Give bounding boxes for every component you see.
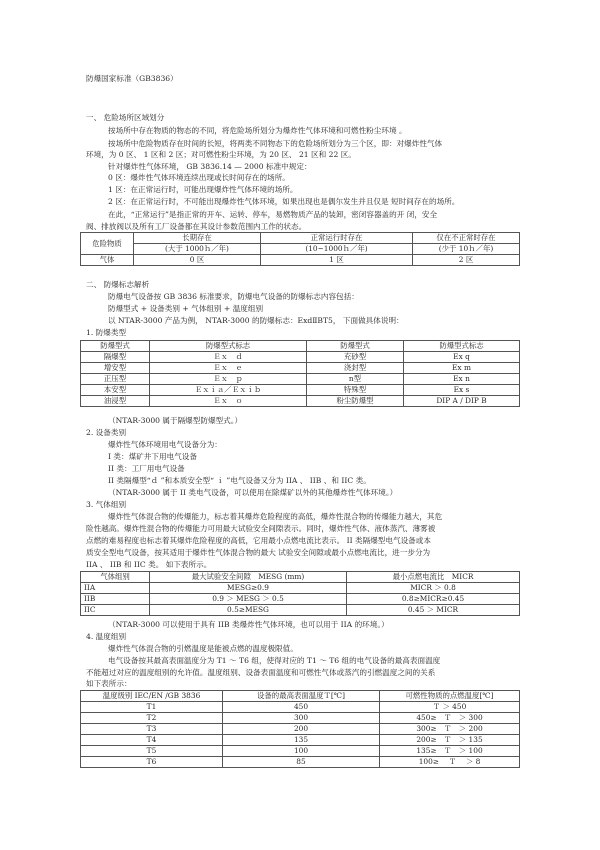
table-cell: 0.8≥MICR≥0.45 — [347, 594, 520, 605]
table-header: 气体组别 — [81, 572, 150, 583]
table-cell: Ex q — [404, 352, 520, 363]
table-cell: IIB — [81, 594, 150, 605]
table-cell: Ｅｘ ｐ — [150, 374, 307, 385]
table-cell: MESG≥0.9 — [150, 583, 347, 594]
table-cell: Ｅｘｉａ／Ｅｘｉｂ — [150, 385, 307, 396]
table-cell: 油浸型 — [81, 396, 150, 407]
table-row — [81, 255, 520, 266]
table-cell: 浇封型 — [307, 363, 404, 374]
temperature-group-table — [80, 690, 520, 768]
table-header: 长期存在 — [134, 233, 261, 244]
note: （NTAR-3000 属于 II 类电气设备，可以使用在除煤矿以外的其他爆炸性气体环境。） — [108, 488, 398, 497]
table-cell: T4 — [81, 735, 223, 746]
subsection-heading: 3. 气体组别 — [86, 500, 127, 509]
table-cell: 增安型 — [81, 363, 150, 374]
paragraph: 针对爆炸性气体环境， GB 3836.14 — 2000 标准中规定： — [108, 162, 312, 171]
table-cell: 0.9 ＞ MESG ＞ 0.5 — [150, 594, 347, 605]
table-header: 正常运行时存在 — [261, 233, 413, 244]
section-2-heading: 二、 防爆标志解析 — [86, 280, 150, 289]
table-cell: 200≥ Ｔ ＞ 135 — [380, 735, 520, 746]
table-row — [81, 385, 520, 396]
zone-definition: 0 区：爆炸性气体环境连续出现或长时间存在的场所。 — [108, 173, 290, 182]
paragraph: 不能超过对应的温度组别的允许值。温度组别、设备表面温度和可燃性气体或蒸汽的引燃温度之间的关系 — [86, 668, 436, 677]
paragraph: 爆炸性气体混合物的传爆能力，标志着其爆炸危险程度的高低，爆炸性混合物的传爆能力越大，其危 — [108, 512, 443, 521]
table-cell: 特殊型 — [307, 385, 404, 396]
table-header-row — [81, 572, 520, 583]
paragraph: 电气设备按其最高表面温度分为 T1 ～ T6 组，使得对应的 T1 ～ T6 组的电气设备的最高表面温度 — [108, 656, 441, 665]
gas-group-table — [80, 571, 520, 616]
table-header: 仅在不正常时存在 — [413, 233, 520, 244]
table-row — [81, 605, 520, 616]
document-title: 防爆国家标准（GB3836） — [86, 74, 178, 83]
table-header: (大于 1000ｈ／年) — [134, 244, 261, 255]
table-cell: Ｅｘ ｏ — [150, 396, 307, 407]
table-cell: T3 — [81, 724, 223, 735]
table-header: 可燃性物质的点燃温度[℃] — [380, 691, 520, 702]
table-row — [81, 374, 520, 385]
paragraph: 如下表所示： — [86, 679, 132, 688]
table-row — [81, 724, 520, 735]
paragraph: 质安全型电气设备，按其适用于爆炸性气体混合物的最大 试验安全间隙或最小点燃电流比，进一步分为 — [86, 548, 431, 557]
table-row — [81, 352, 520, 363]
table-row — [81, 702, 520, 713]
subsection-heading: 2. 设备类别 — [86, 428, 127, 437]
paragraph: 阀、排放阀以及所有工厂设备都在其设计参数范围内工作的状态。 — [86, 222, 307, 231]
table-cell: 粉尘防爆型 — [307, 396, 404, 407]
table-cell: 0.45 ＞ MICR — [347, 605, 520, 616]
list-item: I 类：煤矿井下用电气设备 — [108, 452, 197, 461]
table-header: 防爆型式 — [307, 341, 404, 352]
table-row — [81, 594, 520, 605]
table-cell: Ｔ ＞ 450 — [380, 702, 520, 713]
table-cell: T2 — [81, 713, 223, 724]
table-header: (10~1000ｈ／年) — [261, 244, 413, 255]
table-cell: n型 — [307, 374, 404, 385]
table-header: 防爆型式 — [81, 341, 150, 352]
table-cell: 135≥ Ｔ ＞ 100 — [380, 746, 520, 757]
table-header-row — [81, 691, 520, 702]
zone-table — [80, 232, 520, 266]
table-header: 防爆型式标志 — [404, 341, 520, 352]
table-cell: Ex n — [404, 374, 520, 385]
table-header: 温度级别 IEC/EN /GB 3836 — [81, 691, 223, 702]
table-row — [81, 735, 520, 746]
list-item: II 类：工厂用电气设备 — [108, 464, 185, 473]
table-cell: Ｅｘ ｅ — [150, 363, 307, 374]
table-cell: DIP A / DIP B — [404, 396, 520, 407]
zone-definition: 1 区：在正常运行时，可能出现爆炸性气体环境的场所。 — [108, 185, 298, 194]
table-cell: 2 区 — [413, 255, 520, 266]
table-header: 最小点燃电流比 MICR — [347, 572, 520, 583]
note: （NTAR-3000 属于隔爆型防爆型式。） — [108, 416, 243, 425]
table-cell: 0 区 — [134, 255, 261, 266]
table-cell: 100 — [223, 746, 380, 757]
table-cell: 100≥ Ｔ ＞ 8 — [380, 757, 520, 768]
table-header: 设备的最高表面温度Ｔ[℃] — [223, 691, 380, 702]
table-cell: 200 — [223, 724, 380, 735]
table-cell: 本安型 — [81, 385, 150, 396]
table-cell: IIA — [81, 583, 150, 594]
paragraph: 防爆电气设备按 GB 3836 标准要求，防爆电气设备的防爆标志内容包括： — [108, 292, 359, 301]
table-cell: 1 区 — [261, 255, 413, 266]
section-1-heading: 一、 危险场所区域划分 — [86, 113, 165, 122]
table-cell: 正压型 — [81, 374, 150, 385]
table-cell: 85 — [223, 757, 380, 768]
paragraph: 环境，为 0 区、 1 区和 2 区；对可燃性粉尘环境，为 20 区、 21 区和 22 区。 — [86, 150, 356, 159]
note: （NTAR-3000 可以使用于具有 IIB 类爆炸性气体环境，也可以用于 IIA 的环境。） — [108, 620, 389, 629]
subsection-heading: 4. 温度组别 — [86, 632, 127, 641]
table-row — [81, 746, 520, 757]
table-cell: 300 — [223, 713, 380, 724]
table-cell: Ex s — [404, 385, 520, 396]
table-cell: 135 — [223, 735, 380, 746]
subsection-heading: 1. 防爆类型 — [86, 328, 127, 337]
table-cell: 充砂型 — [307, 352, 404, 363]
table-header: 危险物质 — [81, 233, 134, 255]
table-cell: 300≥ Ｔ ＞ 200 — [380, 724, 520, 735]
table-row — [81, 396, 520, 407]
table-row — [81, 583, 520, 594]
paragraph: 爆炸性气体环境用电气设备分为： — [108, 440, 222, 449]
table-row — [81, 757, 520, 768]
paragraph: 按场所中危险物质存在时间的长短，将两类不同物态下的危险场所划分为三个区，即：对爆炸性气体 — [108, 139, 443, 148]
table-cell: Ｅｘ ｄ — [150, 352, 307, 363]
table-cell: Ex m — [404, 363, 520, 374]
paragraph: 点燃的难易程度也标志着其爆炸危险程度的高低，它用最小点燃电流比表示。 II 类隔爆型电气设备或本 — [86, 536, 431, 545]
table-row — [81, 713, 520, 724]
table-header-row — [81, 341, 520, 352]
explosion-type-table — [80, 340, 520, 407]
zone-definition: 2 区：在正常运行时，不可能出现爆炸性气体环境，如果出现也是偶尔发生并且仅是 短时间存在的场所。 — [108, 197, 460, 206]
paragraph: 按场所中存在物质的物态的不同，将危险场所划分为爆炸性气体环境和可燃性粉尘环境 。 — [108, 126, 407, 135]
table-cell: 450≥ Ｔ ＞ 300 — [380, 713, 520, 724]
table-cell: 隔爆型 — [81, 352, 150, 363]
table-cell: T5 — [81, 746, 223, 757]
paragraph: 险性越高。爆炸性混合物的传爆能力可用最大试验安全间隙表示。同时，爆炸性气体、液体蒸汽、薄雾被 — [86, 524, 436, 533]
paragraph: IIA 、 IIB 和 IIC 类。 如下表所示。 — [86, 560, 212, 569]
list-item: II 类隔爆型“ｄ ”和本质安全型“ ｉ ”电气设备又分为 IIA 、 IIB 、和 IIC 类。 — [108, 476, 371, 485]
table-header: 最大试验安全间隙 MESG (mm) — [150, 572, 347, 583]
paragraph: 以 NTAR-3000 产品为例， NTAR-3000 的防爆标志：ExdⅡBT5， 下面做具体说明： — [108, 316, 404, 325]
table-cell: 气体 — [81, 255, 134, 266]
table-cell: T6 — [81, 757, 223, 768]
table-row — [81, 363, 520, 374]
table-cell: IIC — [81, 605, 150, 616]
paragraph: 防爆型式 + 设备类别 + 气体组别 + 温度组别 — [108, 304, 264, 313]
table-cell: 450 — [223, 702, 380, 713]
paragraph: 爆炸性气体混合物的引燃温度是能被点燃的温度极限值。 — [108, 644, 298, 653]
table-header: (少于 10ｈ／年) — [413, 244, 520, 255]
table-cell: T1 — [81, 702, 223, 713]
paragraph: 在此，“正常运行”是指正常的开车、运转、停车，易燃物质产品的装卸，密闭容器盖的开 闭，安全 — [108, 210, 438, 219]
table-header: 防爆型式标志 — [150, 341, 307, 352]
table-cell: 0.5≥MESG — [150, 605, 347, 616]
table-cell: MICR ＞ 0.8 — [347, 583, 520, 594]
